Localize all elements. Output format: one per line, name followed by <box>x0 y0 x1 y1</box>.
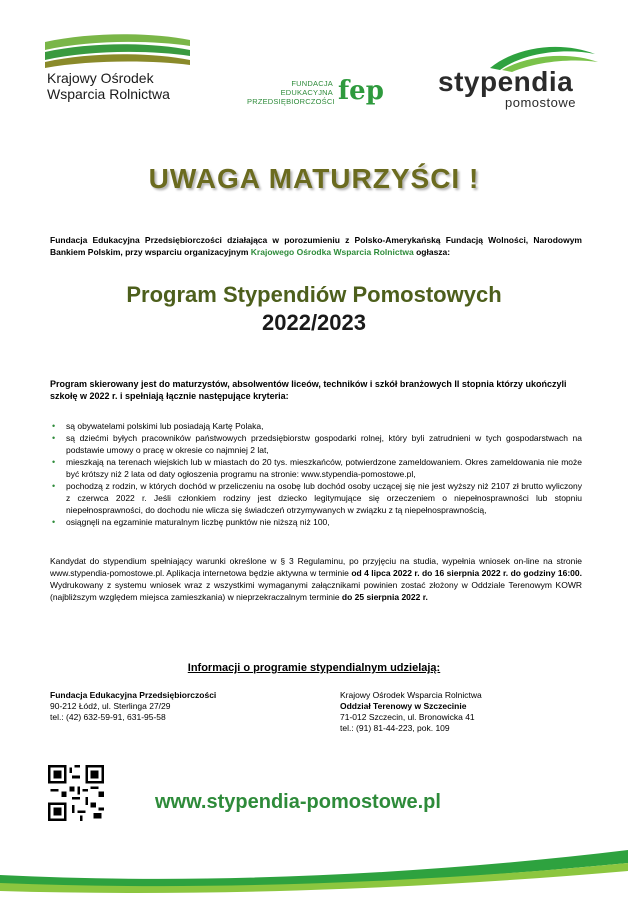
criteria-item: • mieszkają na terenach wiejskich lub w miastach do 20 tys. mieszkańców, potwierdzone zameldowaniem. Okres zameldowania nie może być krótszy niż 2 lata od daty ogłoszenia programu na stronie: www.stypendia-pomostowe.pl, <box>50 456 582 480</box>
stypendia-logo-main: stypendia <box>438 66 574 97</box>
website-link[interactable]: www.stypendia-pomostowe.pl <box>155 791 441 813</box>
application-paragraph <box>50 555 582 603</box>
program-title: Program Stypendiów Pomostowych <box>126 282 502 307</box>
contact-kowr-name: Krajowy Ośrodek Wsparcia Rolnictwa <box>340 690 482 700</box>
qr-code <box>48 765 104 821</box>
target-description: Program skierowany jest do maturzystów, absolwentów liceów, techników i szkół branżowych II stopnia którzy ukończyli szkołę w 2022 r. i spełniają łącznie następujące kryteria: <box>50 379 567 401</box>
kowr-name-line2: Wsparcia Rolnictwa <box>47 86 170 102</box>
criteria-item: • osiągnęli na egzaminie maturalnym liczbę punktów nie niższą niż 100, <box>50 516 582 528</box>
info-heading: Informacji o programie stypendialnym udzielają: <box>187 662 441 674</box>
contact-kowr-address: 71-012 Szczecin, ul. Bronowicka 41 <box>340 712 475 722</box>
apply-deadline: do 25 sierpnia 2022 r. <box>341 592 428 602</box>
intro-highlight-kowr: Krajowego Ośrodka Wsparcia Rolnictwa <box>250 247 414 257</box>
criteria-item: • są dziećmi byłych pracowników państwowych przedsiębiorstw gospodarki rolnej, który byli zatrudnieni w tych gospodarstwach na podstawie umowy o pracę w okresie co najmniej 2 lat, <box>50 432 582 456</box>
headline: UWAGA MATURZYŚCI ! <box>148 163 480 194</box>
apply-dates: od 4 lipca 2022 r. do 16 sierpnia 2022 r. do godziny 16:00. <box>351 568 582 578</box>
bottom-green-wave <box>0 845 628 898</box>
intro-text-2: ogłasza: <box>413 247 451 257</box>
contact-fep-address: 90-212 Łódź, ul. Sterlinga 27/29 <box>50 701 171 711</box>
contact-fep-phone: tel.: (42) 632-59-91, 631-95-58 <box>50 712 166 722</box>
contact-kowr-phone: tel.: (91) 81-44-223, pok. 109 <box>340 723 450 733</box>
intro-paragraph <box>50 234 582 258</box>
kowr-name-line1: Krajowy Ośrodek <box>47 70 154 86</box>
fep-line3: PRZEDSIĘBIORCZOŚCI <box>247 97 335 106</box>
intro-text-1: Fundacja Edukacyjna Przedsiębiorczości działająca w porozumieniu z Polsko-Amerykańską Fundacją Wolności, Narodowym Bankiem Polskim, przy wsparciu organizacyjnym <box>50 235 582 257</box>
apply-text-1: Kandydat do stypendium spełniający warunki określone w § 3 Regulaminu, po przyjęciu na studia, wypełnia wniosek on-line na stronie www.stypendia-pomostowe.pl. Aplikacja internetowa będzie aktywna w terminie <box>50 556 582 578</box>
fep-line2: EDUKACYJNA <box>280 88 333 97</box>
contact-kowr-branch: Oddział Terenowy w Szczecinie <box>340 701 467 711</box>
program-year: 2022/2023 <box>262 310 366 335</box>
contact-fep-name: Fundacja Edukacyjna Przedsiębiorczości <box>50 690 217 700</box>
stypendia-logo-sub: pomostowe <box>505 95 576 110</box>
criteria-item: • pochodzą z rodzin, w których dochód w przeliczeniu na osobę lub dochód osoby uczącej się nie jest wyższy niż 2107 zł brutto wyliczony z czerwca 2022 r. Jeśli członkiem rodziny jest dziecko legitymujące się orzeczeniem o niepełnosprawności lub stopniu niepełnosprawności, do dochodu nie wlicza się świadczeń otrzymywanych w związku z tą niepełnosprawnością, <box>50 480 582 516</box>
kowr-logo-text <box>47 70 170 102</box>
apply-text-2: Wydrukowany z systemu wniosek wraz z wszystkimi wymaganymi załącznikami powinien zostać złożony w Oddziale Terenowym KOWR (najbliższym względem miejsca zamieszkania) w nieprzekraczalnym terminie <box>50 580 582 602</box>
fep-logo-mark: fep <box>338 76 384 106</box>
contact-kowr <box>340 690 482 734</box>
criteria-item: • są obywatelami polskimi lub posiadają Kartę Polaka, <box>50 420 582 432</box>
fep-line1: FUNDACJA <box>291 79 333 88</box>
criteria-list <box>50 420 582 528</box>
contact-fep <box>50 690 216 723</box>
fep-logo-text <box>247 79 333 106</box>
